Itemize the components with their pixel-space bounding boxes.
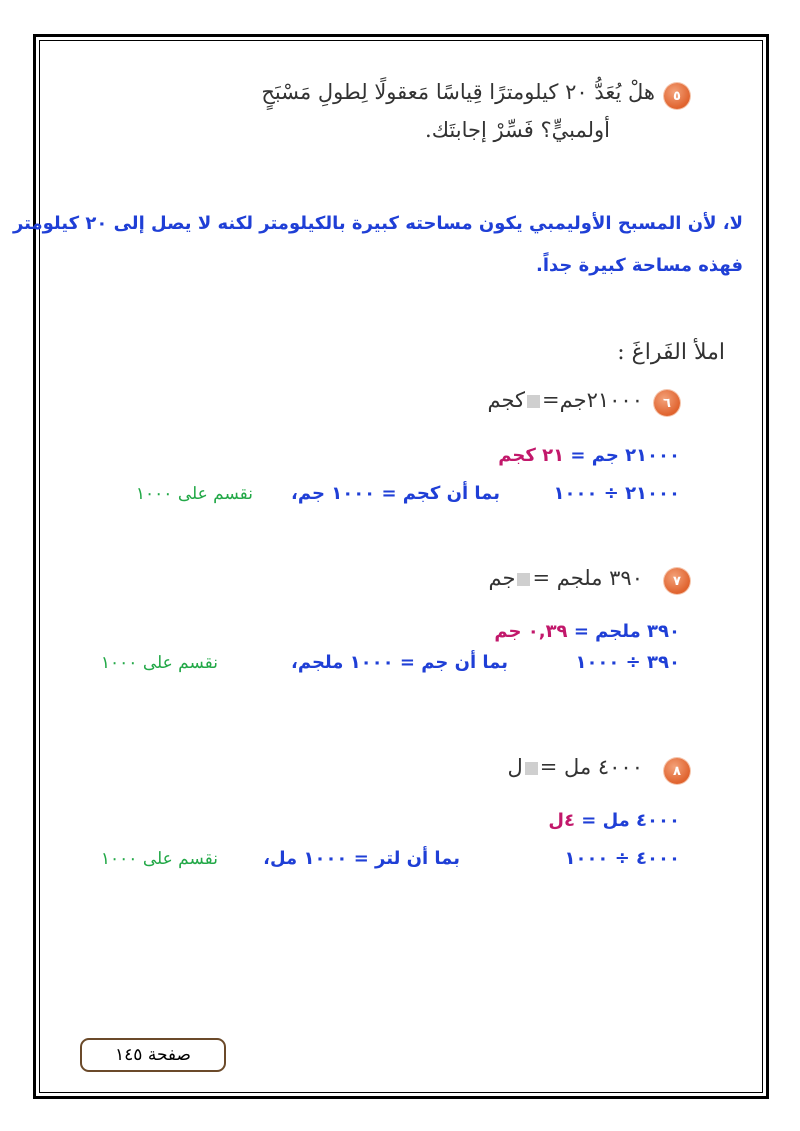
question-6-answer [498,445,680,466]
question-6-prompt-before: ٢١٠٠٠جم= [542,388,643,412]
blank-box [517,573,530,586]
question-6-work-calc: ٢١٠٠٠ ÷ ١٠٠٠ [553,483,680,504]
question-8-prompt-after: ل [507,755,523,779]
question-7-prompt-after: جم [488,566,516,590]
question-7-work-calc: ٣٩٠ ÷ ١٠٠٠ [575,652,680,673]
question-6-work-note: نقسم على ١٠٠٠ [135,484,253,504]
question-7-number-badge: ٧ [664,568,690,594]
question-5-answer-line1: لا، لأن المسبح الأوليمبي يكون مساحته كبيرة بالكيلومتر لكنه لا يصل إلى ٢٠ كيلومتر [12,213,743,234]
question-8-number-badge: ٨ [664,758,690,784]
question-7-work-reason: بما أن جم = ١٠٠٠ ملجم، [291,652,508,673]
question-6-prompt-after: كجم [487,388,526,412]
question-8-answer-result: ٤ل [548,810,575,831]
question-7-answer [494,621,680,642]
question-5-text-line1: هلْ يُعَدُّ ٢٠ كيلومترًا قِياسًا مَعقولًا لِطولِ مَسْبَحٍ [261,80,655,104]
blank-box [527,395,540,408]
question-8-answer-left: ٤٠٠٠ مل = [581,810,680,831]
question-7-prompt [489,566,644,590]
question-8-prompt-before: ٤٠٠٠ مل = [539,755,643,779]
question-8-work-note: نقسم على ١٠٠٠ [100,849,218,869]
page-number-label: صفحة ١٤٥ [115,1045,191,1065]
question-6-number-badge: ٦ [654,390,680,416]
question-6-work-reason: بما أن كجم = ١٠٠٠ جم، [291,483,500,504]
question-8-work-reason: بما أن لتر = ١٠٠٠ مل، [263,848,460,869]
question-7-work-note: نقسم على ١٠٠٠ [100,653,218,673]
question-7-answer-left: ٣٩٠ ملجم = [573,621,680,642]
page-border-inner [39,40,763,1093]
question-8-prompt [508,755,644,779]
question-7-prompt-before: ٣٩٠ ملجم = [532,566,643,590]
page-number-badge [80,1038,226,1072]
question-5-text-line2: أولمبيٍّ؟ فَسِّرْ إجابتَك. [425,118,610,142]
fill-blank-heading: املأ الفَراغَ : [617,340,725,365]
question-5-answer-line2: فهذه مساحة كبيرة جداً. [536,255,743,276]
question-6-answer-left: ٢١٠٠٠ جم = [570,445,680,466]
blank-box [525,762,538,775]
question-7-answer-result: ٠,٣٩ جم [494,621,568,642]
question-8-work-calc: ٤٠٠٠ ÷ ١٠٠٠ [564,848,680,869]
question-8-answer [548,810,680,831]
question-6-prompt [488,388,644,412]
question-5-number-badge: ٥ [664,83,690,109]
question-6-answer-result: ٢١ كجم [498,445,565,466]
